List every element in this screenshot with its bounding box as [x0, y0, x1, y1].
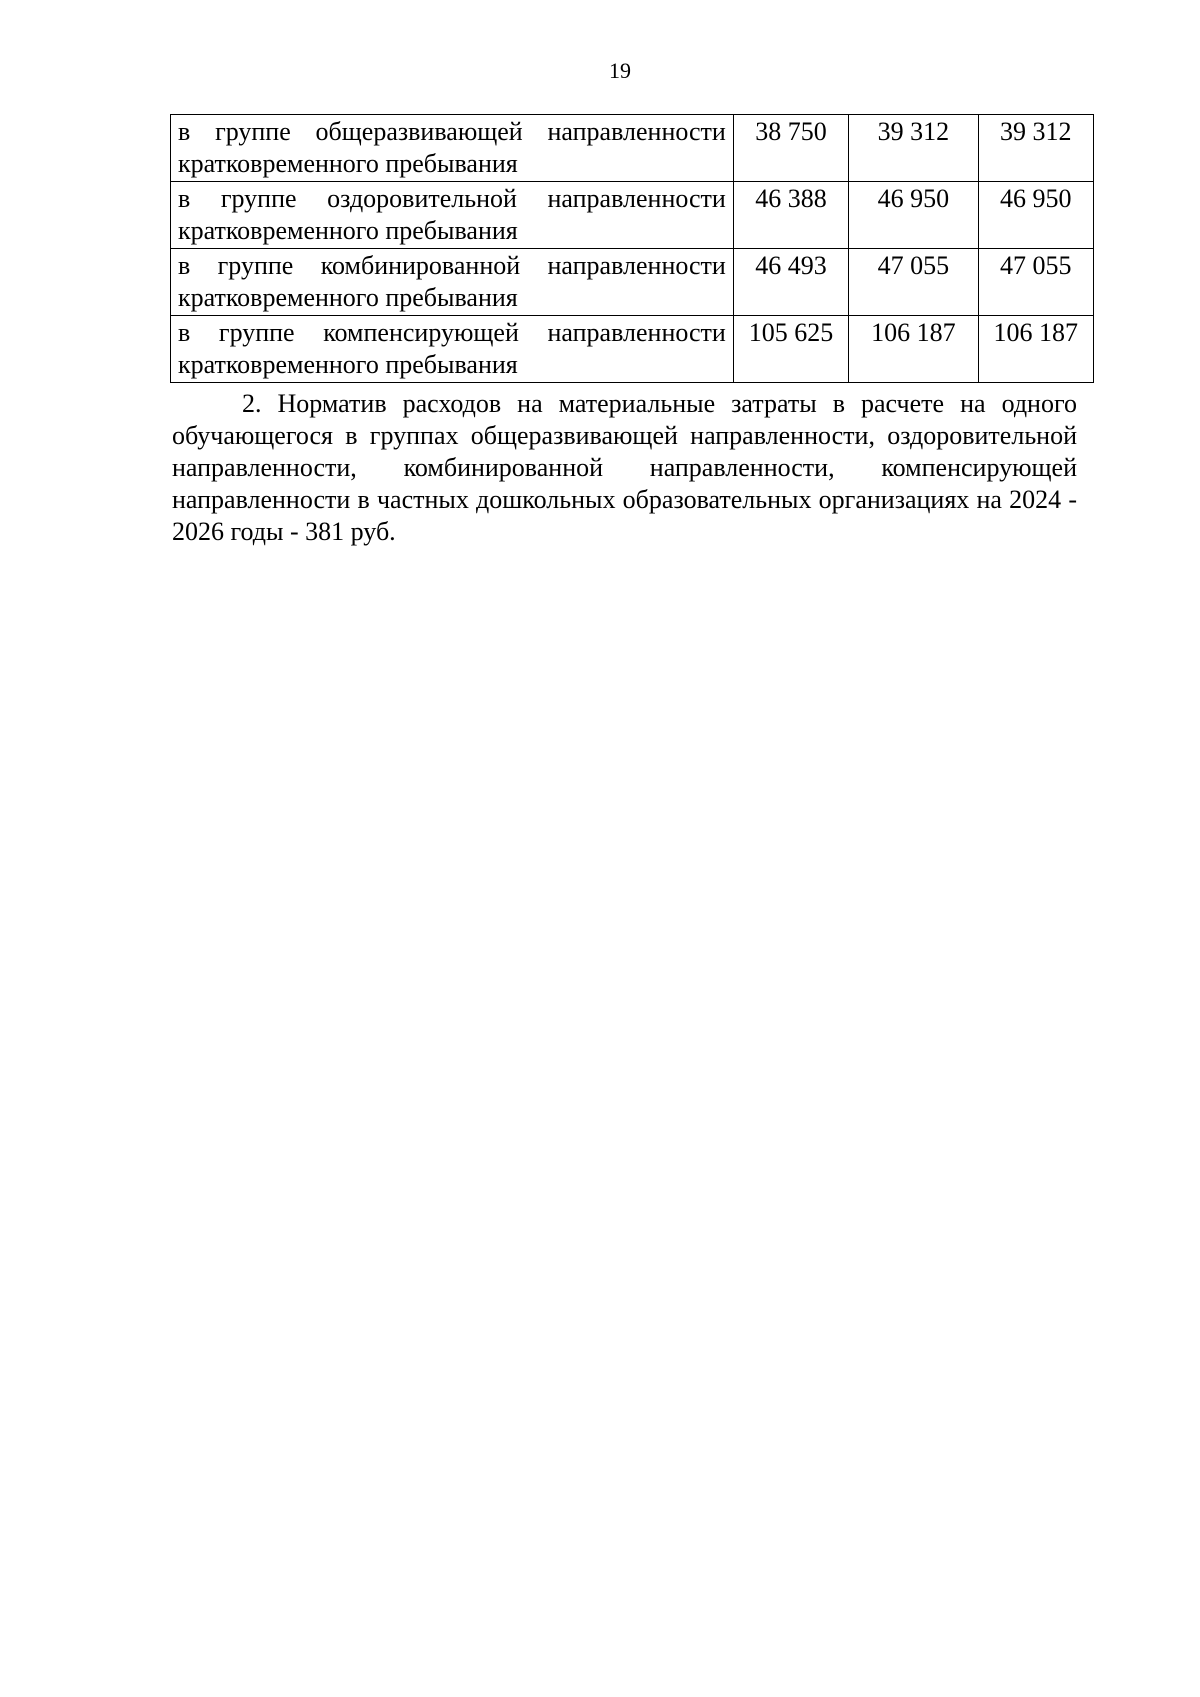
value-cell: 106 187 — [849, 316, 978, 383]
row-label: в группе компенсирующей направленности кратковременного пребывания — [171, 316, 734, 383]
norm-paragraph: 2. Норматив расходов на материальные затраты в расчете на одного обучающегося в группах общеразвивающей направленности, оздоровительной направленности, комбинированной направленности, компенсирующей направленности в частных дошкольных образовательных организациях на 2024 - 2026 годы - 381 руб. — [172, 389, 1077, 546]
row-label: в группе общеразвивающей направленности кратковременного пребывания — [171, 115, 734, 182]
table-row — [171, 249, 1094, 316]
norms-table — [170, 114, 1094, 383]
value-cell: 105 625 — [733, 316, 848, 383]
value-cell: 39 312 — [978, 115, 1093, 182]
table-row — [171, 316, 1094, 383]
value-cell: 106 187 — [978, 316, 1093, 383]
value-cell: 46 388 — [733, 182, 848, 249]
value-cell: 47 055 — [978, 249, 1093, 316]
value-cell: 47 055 — [849, 249, 978, 316]
row-label: в группе оздоровительной направленности кратковременного пребывания — [171, 182, 734, 249]
value-cell: 46 493 — [733, 249, 848, 316]
table-row — [171, 115, 1094, 182]
row-label: в группе комбинированной направленности кратковременного пребывания — [171, 249, 734, 316]
page-number: 19 — [609, 58, 631, 83]
value-cell: 46 950 — [978, 182, 1093, 249]
table-row — [171, 182, 1094, 249]
value-cell: 46 950 — [849, 182, 978, 249]
value-cell: 39 312 — [849, 115, 978, 182]
value-cell: 38 750 — [733, 115, 848, 182]
